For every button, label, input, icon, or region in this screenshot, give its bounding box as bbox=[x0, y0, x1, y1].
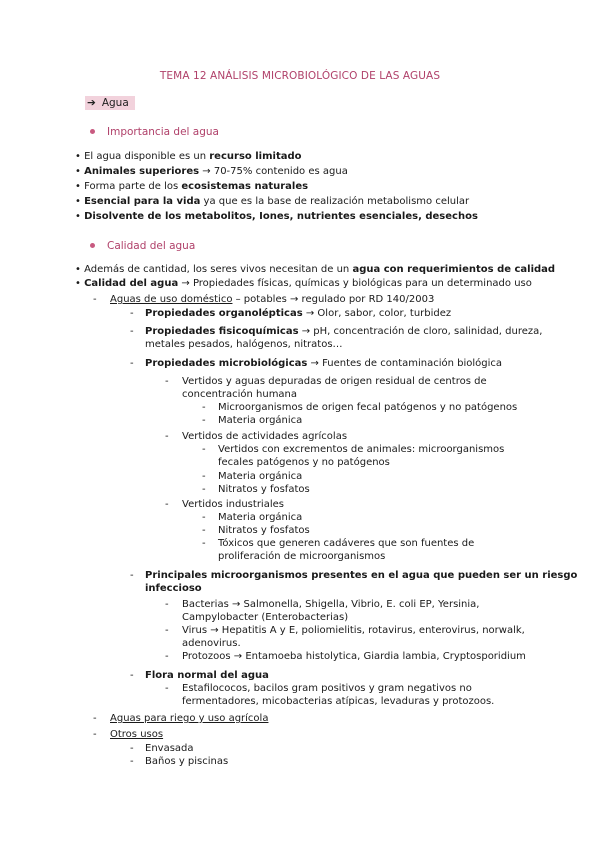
list-item: Microorganismos de origen fecal patógenos y no patógenos bbox=[218, 402, 518, 413]
bullet-dot-icon bbox=[90, 243, 95, 248]
list-item-continuation: metales pesados, halógenos, nitratos… bbox=[145, 339, 343, 350]
section-heading-calidad bbox=[90, 240, 195, 252]
list-item: Materia orgánica bbox=[218, 512, 303, 523]
list-item: Tóxicos que generen cadáveres que son fuentes de bbox=[218, 538, 475, 549]
list-item: Propiedades organolépticas → Olor, sabor, color, turbidez bbox=[145, 308, 452, 319]
list-item: Nitratos y fosfatos bbox=[218, 484, 310, 495]
list-item: • Disolvente de los metabolitos, Iones, nutrientes esenciales, desechos bbox=[75, 211, 478, 222]
list-item-continuation: adenovirus. bbox=[182, 638, 241, 649]
list-dash: - bbox=[202, 471, 206, 482]
list-dash: - bbox=[202, 538, 206, 549]
list-item: • Calidad del agua → Propiedades físicas, químicas y biológicas para un determinado uso bbox=[75, 278, 532, 289]
agua-label: Agua bbox=[101, 97, 129, 109]
list-dash: - bbox=[165, 599, 169, 610]
arrow-icon: ➔ bbox=[87, 97, 96, 109]
list-item: Materia orgánica bbox=[218, 415, 303, 426]
list-item: Vertidos con excrementos de animales: microorganismos bbox=[218, 444, 505, 455]
list-dash: - bbox=[202, 525, 206, 536]
list-dash: - bbox=[202, 402, 206, 413]
list-dash: - bbox=[165, 683, 169, 694]
list-dash: - bbox=[130, 308, 134, 319]
list-dash: - bbox=[165, 499, 169, 510]
list-dash: - bbox=[93, 713, 97, 724]
list-item-continuation: infeccioso bbox=[145, 583, 202, 594]
agua-heading bbox=[85, 97, 135, 109]
list-item-continuation: fecales patógenos y no patógenos bbox=[218, 457, 390, 468]
list-item: Envasada bbox=[145, 743, 194, 754]
list-item-continuation: fermentadores, micobacterias atípicas, levaduras y protozoos. bbox=[182, 696, 495, 707]
section-heading-text: Importancia del agua bbox=[107, 126, 219, 138]
list-item: Vertidos y aguas depuradas de origen residual de centros de bbox=[182, 376, 487, 387]
section-heading-text: Calidad del agua bbox=[107, 240, 196, 252]
list-dash: - bbox=[202, 415, 206, 426]
bullet-dot-icon bbox=[90, 129, 95, 134]
list-dash: - bbox=[93, 729, 97, 740]
list-item: Bacterias → Salmonella, Shigella, Vibrio, E. coli EP, Yersinia, bbox=[182, 599, 480, 610]
list-item: Aguas para riego y uso agrícola bbox=[110, 713, 269, 724]
list-item: Virus → Hepatitis A y E, poliomielitis, rotavirus, enterovirus, norwalk, bbox=[182, 625, 525, 636]
list-item: Flora normal del agua bbox=[145, 670, 269, 681]
list-dash: - bbox=[130, 670, 134, 681]
list-dash: - bbox=[202, 484, 206, 495]
list-item: • Esencial para la vida ya que es la base de realización metabolismo celular bbox=[75, 196, 470, 207]
list-item: Estafilococos, bacilos gram positivos y gram negativos no bbox=[182, 683, 472, 694]
page-title: TEMA 12 ANÁLISIS MICROBIOLÓGICO DE LAS AGUAS bbox=[159, 70, 441, 82]
list-item: Principales microorganismos presentes en el agua que pueden ser un riesgo bbox=[145, 570, 578, 581]
list-item: Otros usos bbox=[110, 729, 164, 740]
list-item: • Animales superiores → 70-75% contenido es agua bbox=[75, 166, 348, 177]
list-item: Aguas de uso doméstico – potables → regulado por RD 140/2003 bbox=[110, 294, 435, 305]
list-item: Protozoos → Entamoeba histolytica, Giardia lambia, Cryptosporidium bbox=[182, 651, 526, 662]
list-item: Nitratos y fosfatos bbox=[218, 525, 310, 536]
list-dash: - bbox=[130, 743, 134, 754]
list-item: Baños y piscinas bbox=[145, 756, 229, 767]
list-item: Vertidos de actividades agrícolas bbox=[182, 431, 348, 442]
list-item: Propiedades fisicoquímicas → pH, concentración de cloro, salinidad, dureza, bbox=[145, 326, 543, 337]
list-dash: - bbox=[130, 326, 134, 337]
list-dash: - bbox=[202, 444, 206, 455]
list-item: • Además de cantidad, los seres vivos necesitan de un agua con requerimientos de calidad bbox=[75, 264, 556, 275]
list-item-continuation: proliferación de microorganismos bbox=[218, 551, 386, 562]
list-dash: - bbox=[165, 625, 169, 636]
list-item: Propiedades microbiológicas → Fuentes de contaminación biológica bbox=[145, 358, 503, 369]
list-dash: - bbox=[130, 358, 134, 369]
agua-highlight bbox=[85, 96, 135, 110]
list-item-continuation: concentración humana bbox=[182, 389, 298, 400]
list-dash: - bbox=[165, 431, 169, 442]
list-dash: - bbox=[130, 756, 134, 767]
list-item: Vertidos industriales bbox=[182, 499, 284, 510]
list-item: • El agua disponible es un recurso limitado bbox=[75, 151, 302, 162]
section-heading-importancia bbox=[90, 126, 219, 138]
list-item: • Forma parte de los ecosistemas naturales bbox=[75, 181, 309, 192]
list-dash: - bbox=[93, 294, 97, 305]
list-dash: - bbox=[202, 512, 206, 523]
list-dash: - bbox=[165, 651, 169, 662]
list-dash: - bbox=[130, 570, 134, 581]
list-item-continuation: Campylobacter (Enterobacterias) bbox=[182, 612, 349, 623]
list-dash: - bbox=[165, 376, 169, 387]
list-item: Materia orgánica bbox=[218, 471, 303, 482]
